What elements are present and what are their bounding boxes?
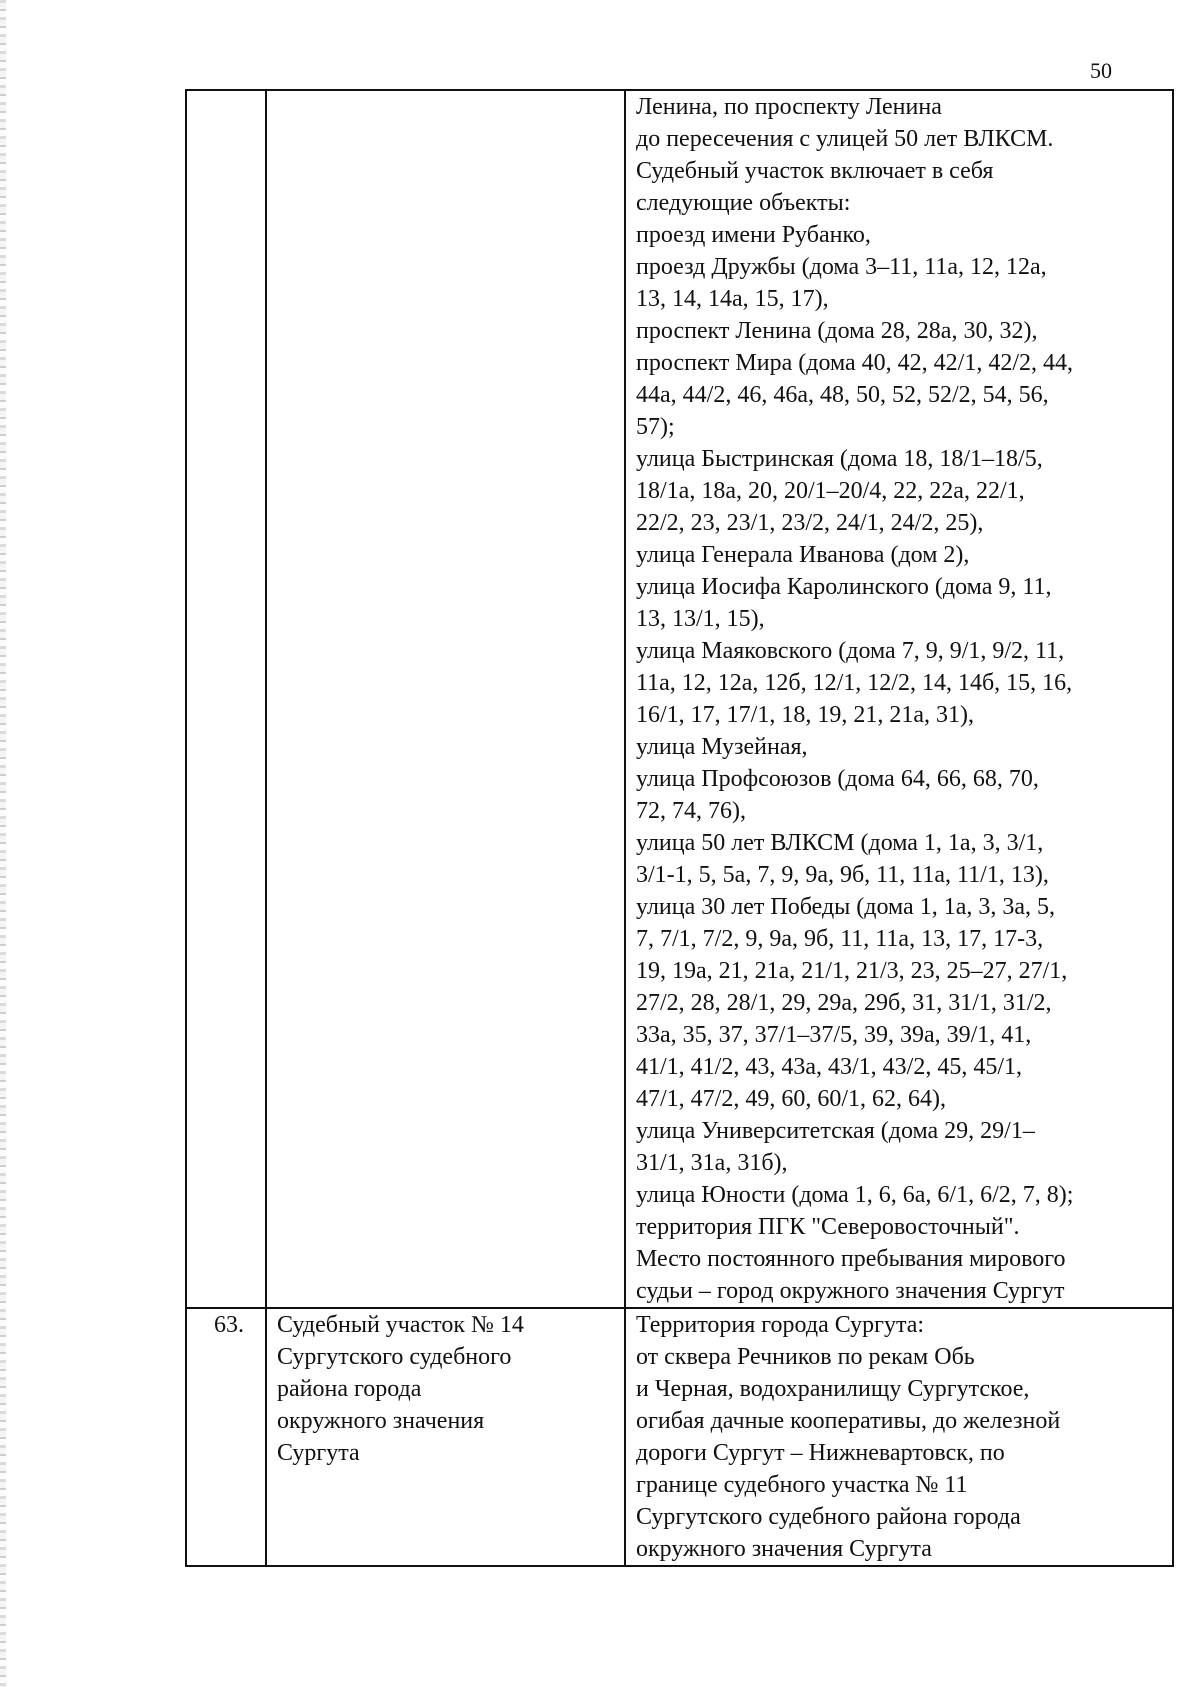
description-line: 72, 74, 76), — [636, 798, 746, 824]
description-line: 3/1-1, 5, 5а, 7, 9, 9а, 9б, 11, 11а, 11/1, 13), — [636, 862, 1049, 888]
district-name-cell — [266, 90, 625, 1308]
description-line: Территория города Сургута: — [636, 1312, 925, 1338]
description-line: 18/1а, 18а, 20, 20/1–20/4, 22, 22а, 22/1, — [636, 478, 1025, 504]
description-line: до пересечения с улицей 50 лет ВЛКСМ. — [636, 126, 1054, 152]
description-line: 22/2, 23, 23/1, 23/2, 24/1, 24/2, 25), — [636, 510, 984, 536]
district-name-line: окружного значения — [277, 1408, 485, 1434]
description-line: территория ПГК "Северовосточный". — [636, 1214, 1020, 1240]
description-line: 27/2, 28, 28/1, 29, 29а, 29б, 31, 31/1, 31/2, — [636, 990, 1052, 1016]
description-line: Место постоянного пребывания мирового — [636, 1246, 1066, 1272]
description-line: и Черная, водохранилищу Сургутское, — [636, 1376, 1030, 1402]
description-line: улица Университетская (дома 29, 29/1– — [636, 1118, 1035, 1144]
description-line: 19, 19а, 21, 21а, 21/1, 21/3, 23, 25–27, 27/1, — [636, 958, 1068, 984]
description-line: проезд Дружбы (дома 3–11, 11а, 12, 12а, — [636, 254, 1047, 280]
description-line: проезд имени Рубанко, — [636, 222, 871, 248]
description-line: 13, 14, 14а, 15, 17), — [636, 286, 829, 312]
description-line: Ленина, по проспекту Ленина — [636, 94, 942, 120]
description-line: от сквера Речников по рекам Обь — [636, 1344, 975, 1370]
description-line: улица Профсоюзов (дома 64, 66, 68, 70, — [636, 766, 1039, 792]
description-line: дороги Сургут – Нижневартовск, по — [636, 1440, 1005, 1466]
description-line: проспект Мира (дома 40, 42, 42/1, 42/2, 44, — [636, 350, 1074, 376]
description-line: улица 30 лет Победы (дома 1, 1а, 3, 3а, 5, — [636, 894, 1056, 920]
page-number: 50 — [1090, 58, 1112, 83]
table-row — [186, 90, 1173, 1308]
description-line: улица Иосифа Каролинского (дома 9, 11, — [636, 574, 1052, 600]
description-line: улица Маяковского (дома 7, 9, 9/1, 9/2, 11, — [636, 638, 1065, 664]
description-line: окружного значения Сургута — [636, 1536, 932, 1562]
row-number-cell — [186, 90, 266, 1308]
description-line: улица 50 лет ВЛКСМ (дома 1, 1а, 3, 3/1, — [636, 830, 1044, 856]
description-line: 41/1, 41/2, 43, 43а, 43/1, 43/2, 45, 45/1, — [636, 1054, 1022, 1080]
district-name-line: Сургутского судебного — [277, 1344, 512, 1370]
description-line: улица Быстринская (дома 18, 18/1–18/5, — [636, 446, 1043, 472]
scan-edge-artifact — [0, 0, 6, 1687]
description-line: следующие объекты: — [636, 190, 851, 216]
description-line: судьи – город окружного значения Сургут — [636, 1278, 1065, 1304]
description-line: улица Юности (дома 1, 6, 6а, 6/1, 6/2, 7, 8); — [636, 1182, 1074, 1208]
row-number-cell: 63. — [186, 1308, 266, 1566]
description-line: 11а, 12, 12а, 12б, 12/1, 12/2, 14, 14б, 15, 16, — [636, 670, 1073, 696]
description-line: 16/1, 17, 17/1, 18, 19, 21, 21а, 31), — [636, 702, 974, 728]
description-line: Судебный участок включает в себя — [636, 158, 994, 184]
description-line: улица Музейная, — [636, 734, 808, 760]
description-line: 33а, 35, 37, 37/1–37/5, 39, 39а, 39/1, 41, — [636, 1022, 1032, 1048]
description-line: 47/1, 47/2, 49, 60, 60/1, 62, 64), — [636, 1086, 946, 1112]
district-name-line: Судебный участок № 14 — [277, 1312, 524, 1338]
description-line: границе судебного участка № 11 — [636, 1472, 968, 1498]
district-name-line: района города — [277, 1376, 422, 1402]
table-row — [186, 1308, 1173, 1566]
district-name-line: Сургута — [277, 1440, 360, 1466]
district-description-cell — [625, 90, 1173, 1308]
description-line: улица Генерала Иванова (дом 2), — [636, 542, 970, 568]
description-line: проспект Ленина (дома 28, 28а, 30, 32), — [636, 318, 1038, 344]
description-line: огибая дачные кооперативы, до железной — [636, 1408, 1061, 1434]
district-description-cell — [625, 1308, 1173, 1566]
description-line: Сургутского судебного района города — [636, 1504, 1021, 1530]
description-line: 57); — [636, 414, 675, 440]
court-districts-table — [185, 89, 1174, 1567]
description-line: 44а, 44/2, 46, 46а, 48, 50, 52, 52/2, 54, 56, — [636, 382, 1049, 408]
description-line: 31/1, 31а, 31б), — [636, 1150, 788, 1176]
district-name-cell — [266, 1308, 625, 1566]
description-line: 7, 7/1, 7/2, 9, 9а, 9б, 11, 11а, 13, 17, 17-3, — [636, 926, 1044, 952]
description-line: 13, 13/1, 15), — [636, 606, 765, 632]
